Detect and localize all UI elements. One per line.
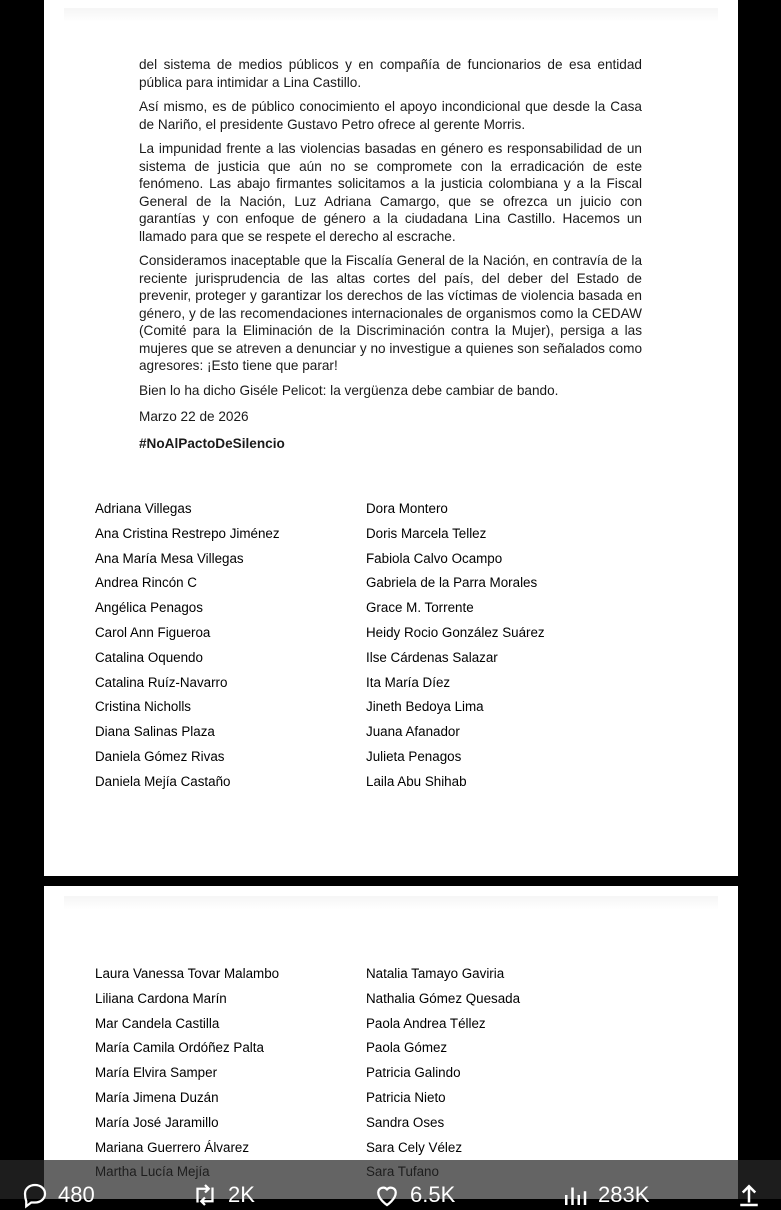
signatory-name: Juana Afanador bbox=[366, 724, 460, 740]
reply-icon bbox=[20, 1180, 50, 1210]
signatory-name: Patricia Nieto bbox=[366, 1089, 446, 1105]
signatory-name: María Camila Ordóñez Palta bbox=[95, 1040, 264, 1056]
signatory-name: María Elvira Samper bbox=[95, 1065, 218, 1081]
signatory-name: Paola Gómez bbox=[366, 1040, 448, 1056]
paragraph: Bien lo ha dicho Giséle Pelicot: la vergüenza debe cambiar de bando. bbox=[139, 382, 559, 398]
signatories-column-left bbox=[95, 962, 279, 1185]
views-icon bbox=[560, 1180, 590, 1210]
signatory-name: Mar Candela Castilla bbox=[95, 1015, 220, 1031]
paragraph: del sistema de medios públicos y en compañía de funcionarios de esa entidad pública para intimidar a Lina Castillo. bbox=[139, 57, 642, 90]
signatory-name: María José Jaramillo bbox=[95, 1114, 219, 1130]
signatory-name: Natalia Tamayo Gaviria bbox=[366, 966, 505, 981]
signatory-name: Patricia Galindo bbox=[366, 1065, 461, 1081]
signatory-name: Angélica Penagos bbox=[95, 600, 203, 616]
signatory-name: Laura Vanessa Tovar Malambo bbox=[95, 966, 280, 981]
repost-count: 2K bbox=[228, 1182, 255, 1207]
like-count: 6.5K bbox=[410, 1182, 456, 1207]
page-bleed-through bbox=[64, 8, 718, 22]
signatory-name: Andrea Rincón C bbox=[95, 575, 197, 591]
reply-button[interactable] bbox=[20, 1180, 95, 1210]
signatory-name: Fabiola Calvo Ocampo bbox=[366, 550, 503, 566]
signatory-name: Liliana Cardona Marín bbox=[95, 990, 227, 1006]
reply-count: 480 bbox=[58, 1182, 95, 1207]
signatory-name: Dora Montero bbox=[366, 501, 448, 516]
hashtag: #NoAlPactoDeSilencio bbox=[139, 435, 285, 451]
signatory-name: Nathalia Gómez Quesada bbox=[366, 990, 521, 1006]
signatories-column-right bbox=[366, 497, 545, 795]
signatory-name: Catalina Oquendo bbox=[95, 649, 203, 665]
signatories-column-right bbox=[366, 962, 520, 1185]
like-button[interactable] bbox=[372, 1180, 455, 1210]
paragraph: Consideramos inaceptable que la Fiscalía General de la Nación, en contravía de la reciente jurisprudencia de las altas cortes del país, del deber del Estado de prevenir, proteger y garantizar los derechos de las víctimas de violencia basada en género, y de las recomendaciones internacionales de organismos como la CEDAW (Comité para la Eliminación de la Discriminación contra la Mujer), persiga a las mujeres que se atreven a denunciar y no investigue a quienes son señalados como agresores: ¡Esto tiene que parar! bbox=[139, 253, 642, 373]
repost-icon bbox=[190, 1180, 220, 1210]
signatory-name: Paola Andrea Téllez bbox=[366, 1015, 486, 1031]
signatory-name: Catalina Ruíz-Navarro bbox=[95, 674, 228, 690]
like-icon bbox=[372, 1180, 402, 1210]
signatory-name: Heidy Rocio González Suárez bbox=[366, 624, 545, 640]
signatory-name: Carol Ann Figueroa bbox=[95, 624, 211, 640]
signatory-name: Daniela Mejía Castaño bbox=[95, 773, 231, 789]
signatory-name: Ilse Cárdenas Salazar bbox=[366, 649, 498, 665]
paragraph: La impunidad frente a las violencias basadas en género es responsabilidad de un sistema de justicia que aún no se compromete con la erradicación de este fenómeno. Las abajo firmantes solicitamos a la justicia colombiana y a la Fiscal General de la Nación, Luz Adriana Camargo, que se ofrezca un juicio con garantías y con enfoque de género a la ciudadana Lina Castillo. Hacemos un llamado para que se respete el derecho al escrache. bbox=[139, 141, 642, 244]
signatory-name: Sandra Oses bbox=[366, 1114, 445, 1130]
signatory-name: Gabriela de la Parra Morales bbox=[366, 575, 538, 591]
signatory-name: Cristina Nicholls bbox=[95, 699, 191, 715]
signatory-name: Grace M. Torrente bbox=[366, 600, 474, 616]
signatory-name: Julieta Penagos bbox=[366, 748, 462, 764]
letter-date: Marzo 22 de 2026 bbox=[139, 409, 249, 424]
views-count: 283K bbox=[598, 1182, 650, 1207]
signatory-name: María Jimena Duzán bbox=[95, 1089, 219, 1105]
signatory-name: Daniela Gómez Rivas bbox=[95, 748, 225, 764]
signatory-name: Diana Salinas Plaza bbox=[95, 724, 215, 740]
repost-button[interactable] bbox=[190, 1180, 255, 1210]
signatory-name: Jineth Bedoya Lima bbox=[366, 699, 484, 715]
signatory-name: Mariana Guerrero Álvarez bbox=[95, 1139, 250, 1155]
paragraph: Así mismo, es de público conocimiento el apoyo incondicional que desde la Casa de Nariño, el presidente Gustavo Petro ofrece al gerente Morris. bbox=[139, 99, 642, 132]
signatory-name: Doris Marcela Tellez bbox=[366, 525, 487, 541]
signatory-name: Laila Abu Shihab bbox=[366, 773, 467, 789]
letter-body bbox=[139, 56, 642, 459]
share-icon bbox=[734, 1180, 764, 1210]
signatories-column-left bbox=[95, 497, 280, 795]
views-button[interactable] bbox=[560, 1180, 649, 1210]
signatory-name: Ana María Mesa Villegas bbox=[95, 550, 244, 566]
signatory-name: Adriana Villegas bbox=[95, 501, 192, 516]
post-action-bar bbox=[0, 1160, 781, 1207]
share-button[interactable] bbox=[734, 1180, 764, 1210]
signatory-name: Sara Cely Vélez bbox=[366, 1139, 463, 1155]
signatory-name: Ana Cristina Restrepo Jiménez bbox=[95, 525, 280, 541]
page-bleed-through bbox=[64, 896, 718, 910]
signatory-name: Ita María Díez bbox=[366, 674, 451, 690]
